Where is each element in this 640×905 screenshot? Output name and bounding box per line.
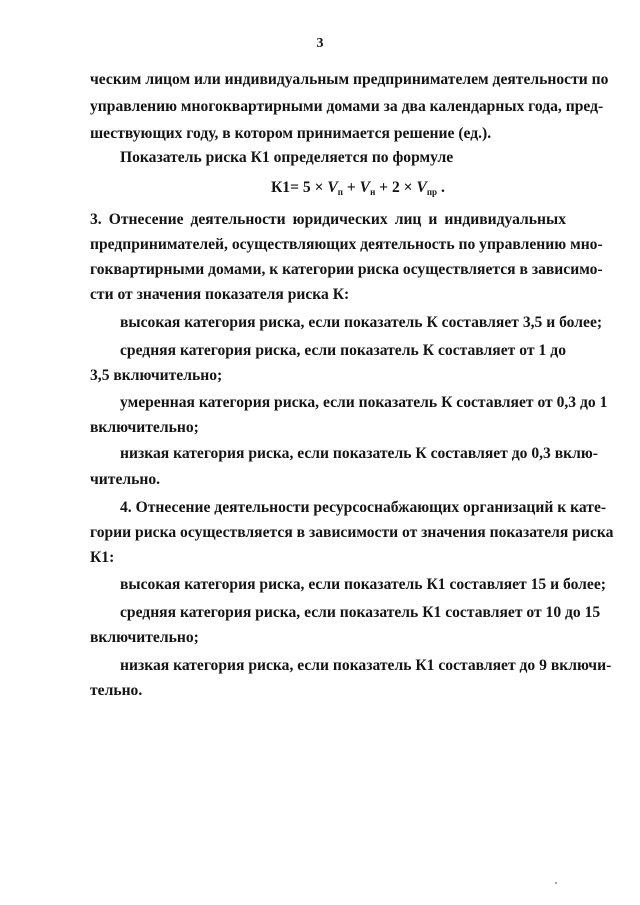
- text-line: управлению многоквартирными домами за два календарных года, пред-: [90, 98, 604, 115]
- text-line: 3. Отнесение деятельности юридических лиц и индивидуальных: [90, 211, 566, 228]
- text-line: 4. Отнесение деятельности ресурсоснабжающих организаций к кате-: [120, 499, 607, 516]
- page-number: 3: [316, 36, 324, 51]
- formula: $К1= 5 \times V_п + V_н + 2 \times V_{пр}$ .: [271, 179, 445, 197]
- text-line: низкая категория риска, если показатель К составляет до 0,3 вклю-: [120, 445, 598, 462]
- text-line: ческим лицом или индивидуальным предпринимателем деятельности по: [90, 71, 609, 88]
- text-line: предпринимателей, осуществляющих деятельность по управлению мно-: [90, 236, 603, 253]
- text-line: шествующих году, в котором принимается решение (ед.).: [90, 125, 492, 142]
- text-line: средняя категория риска, если показатель К1 составляет от 10 до 15: [120, 604, 601, 621]
- text-line: чительно.: [90, 471, 161, 488]
- text-line: средняя категория риска, если показатель К составляет от 1 до: [120, 342, 566, 359]
- text-line: сти от значения показателя риска К:: [90, 286, 350, 303]
- scan-speck: [555, 882, 557, 884]
- text-line: низкая категория риска, если показатель К1 составляет до 9 включи-: [120, 657, 612, 674]
- text-line: высокая категория риска, если показатель К составляет 3,5 и более;: [120, 314, 603, 331]
- text-line: тельно.: [90, 682, 143, 699]
- text-line: включительно;: [90, 629, 199, 646]
- text-line: Показатель риска К1 определяется по формуле: [120, 149, 454, 166]
- text-line: включительно;: [90, 419, 199, 436]
- text-line: гоквартирными домами, к категории риска осуществляется в зависимо-: [90, 261, 603, 278]
- text-line: 3,5 включительно;: [90, 367, 223, 384]
- text-line: К1:: [90, 549, 115, 566]
- text-line: гории риска осуществляется в зависимости от значения показателя риска: [90, 524, 614, 541]
- text-line: умеренная категория риска, если показатель К составляет от 0,3 до 1: [120, 394, 608, 411]
- text-line: высокая категория риска, если показатель К1 составляет 15 и более;: [120, 576, 606, 593]
